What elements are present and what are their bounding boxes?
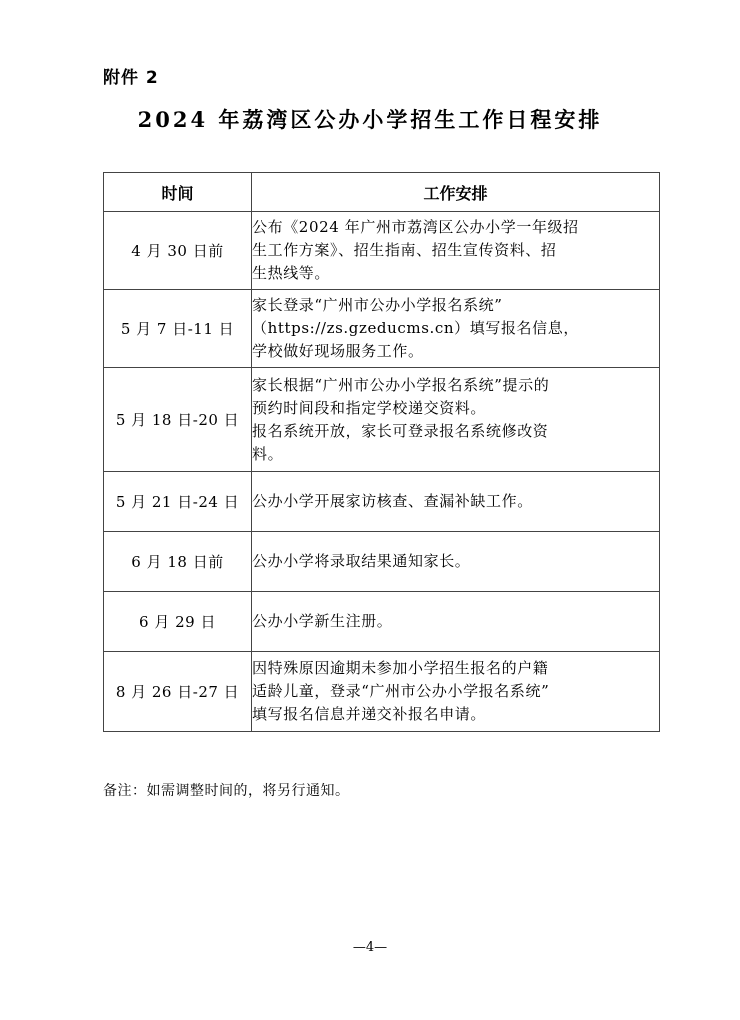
work-line: 生工作方案》、招生指南、招生宣传资料、招 [252, 241, 557, 259]
work-line: 家长登录“广州市公办小学报名系统” [252, 296, 503, 314]
work-line: 学校做好现场服务工作。 [252, 342, 424, 360]
work-line: 因特殊原因逾期未参加小学招生报名的户籍 [252, 659, 549, 677]
work-line: 预约时间段和指定学校递交资料。 [252, 398, 487, 417]
work-line: 报名系统开放，家长可登录报名系统修改资 [252, 421, 549, 440]
table-header-row [104, 173, 660, 212]
page-number: —4— [352, 940, 388, 955]
work-line: 公办小学将录取结果通知家长。 [252, 552, 471, 570]
work-line: （https://zs.gzeducms.cn）填写报名信息， [252, 319, 579, 337]
time-cell: 5 月 18 日-20 日 [104, 368, 252, 472]
table-row [104, 290, 660, 368]
work-cell [252, 368, 660, 472]
attachment-label: 附件 2 [103, 68, 159, 88]
table-row [104, 212, 660, 290]
work-line: 料。 [252, 444, 284, 463]
time-cell: 6 月 18 日前 [104, 532, 252, 592]
table-row [104, 368, 660, 472]
time-cell: 4 月 30 日前 [104, 212, 252, 290]
table-row [104, 472, 660, 532]
table-row [104, 532, 660, 592]
work-cell [252, 472, 660, 532]
work-line: 适龄儿童，登录“广州市公办小学报名系统” [252, 682, 550, 700]
work-cell [252, 532, 660, 592]
time-cell: 8 月 26 日-27 日 [104, 652, 252, 732]
work-line: 公办小学开展家访核查、查漏补缺工作。 [252, 492, 533, 510]
footnote-remark: 备注：如需调整时间的，将另行通知。 [103, 783, 350, 799]
time-cell: 5 月 7 日-11 日 [104, 290, 252, 368]
header-work-arrangement: 工作安排 [252, 173, 660, 212]
time-cell: 6 月 29 日 [104, 592, 252, 652]
document-title: 2024 年荔湾区公办小学招生工作日程安排 [137, 107, 603, 132]
work-line: 公布《2024 年广州市荔湾区公办小学一年级招 [252, 218, 579, 236]
work-cell [252, 592, 660, 652]
table-row [104, 592, 660, 652]
work-line: 家长根据“广州市公办小学报名系统”提示的 [252, 375, 550, 394]
table-row [104, 652, 660, 732]
time-cell: 5 月 21 日-24 日 [104, 472, 252, 532]
work-line: 生热线等。 [252, 264, 331, 282]
work-cell [252, 652, 660, 732]
schedule-table [103, 172, 660, 732]
work-cell [252, 212, 660, 290]
work-cell [252, 290, 660, 368]
work-line: 填写报名信息并递交补报名申请。 [252, 705, 487, 723]
header-time: 时间 [104, 173, 252, 212]
work-line: 公办小学新生注册。 [252, 612, 393, 630]
